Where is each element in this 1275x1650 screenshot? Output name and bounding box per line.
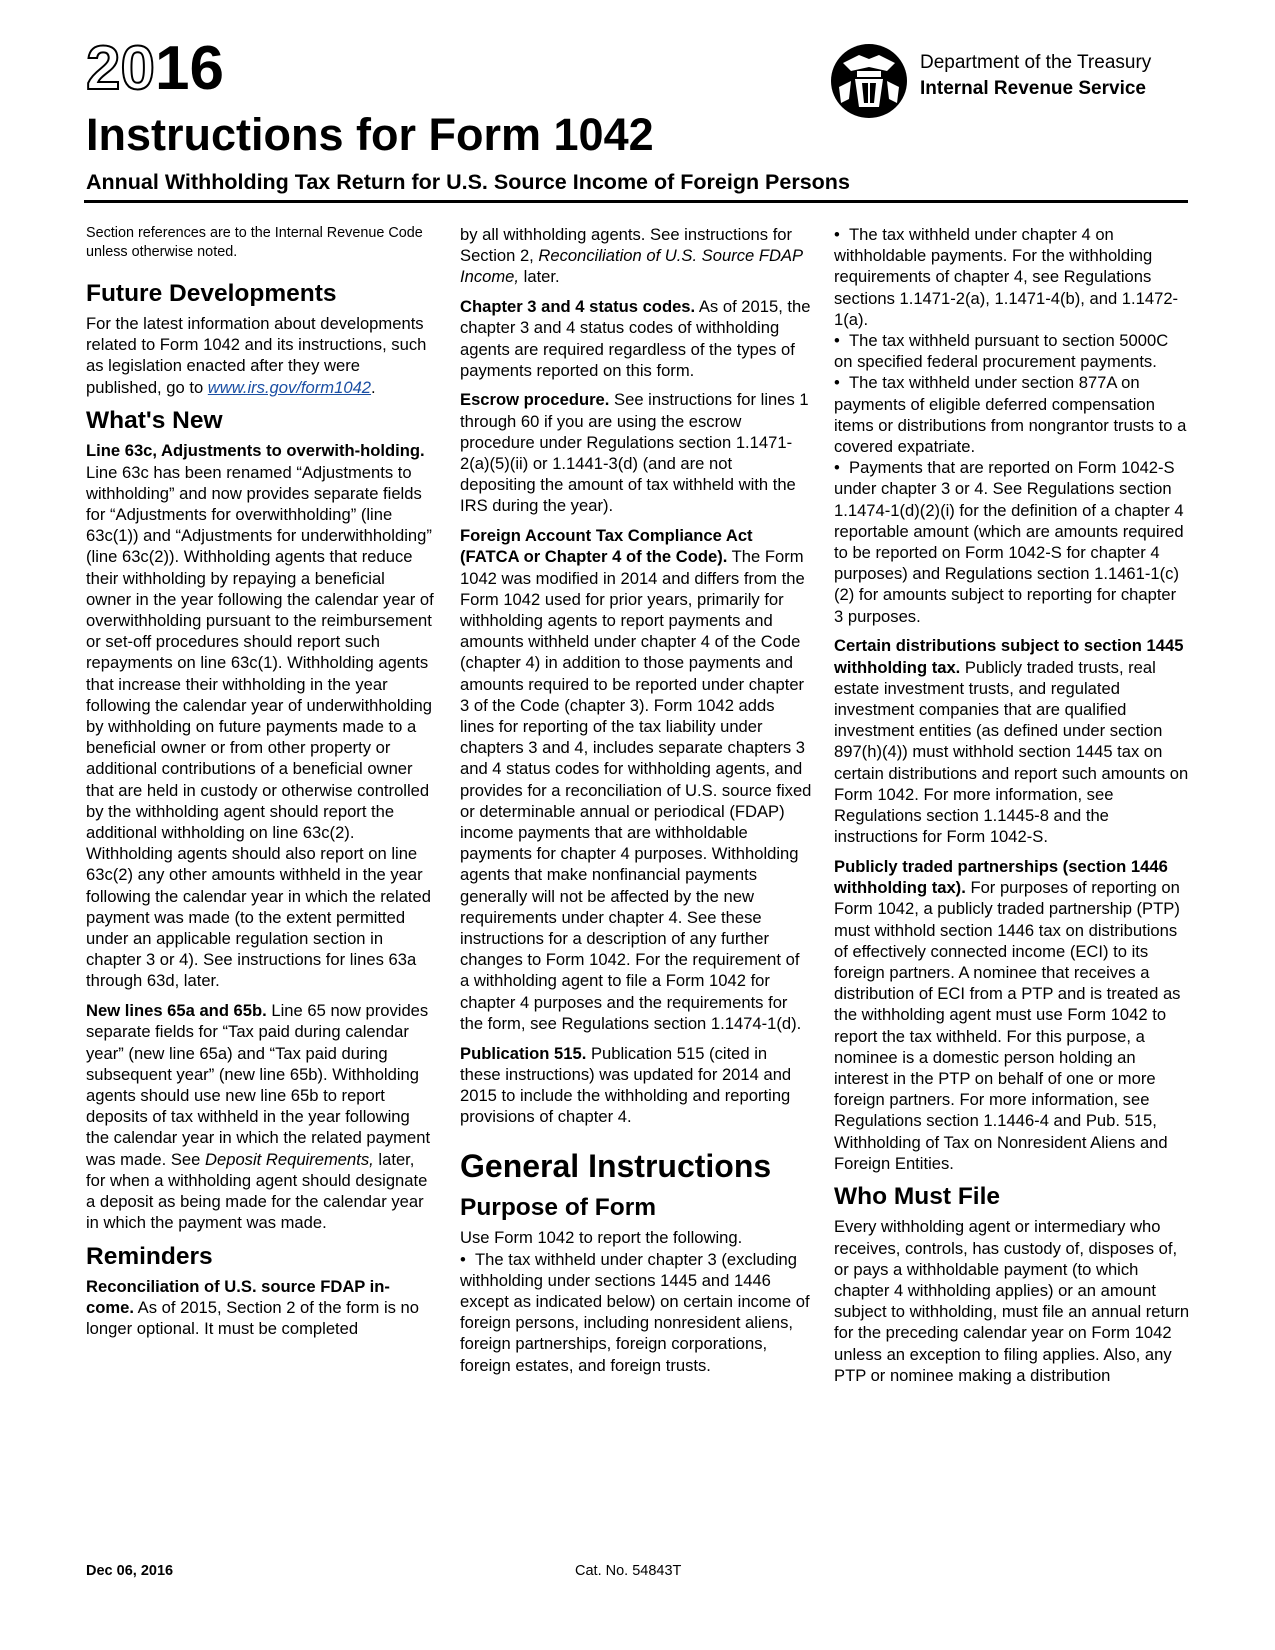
header-divider <box>84 200 1188 203</box>
general-instructions-heading: General Instructions <box>460 1148 772 1185</box>
reconciliation-continued: by all withholding agents. See instructions for Section 2, Reconciliation of U.S. Source FDAP Income, later. <box>460 225 803 287</box>
future-developments-heading: Future Developments <box>86 280 337 307</box>
page-subtitle: Annual Withholding Tax Return for U.S. Source Income of Foreign Persons <box>86 170 850 194</box>
line65-paragraph: New lines 65a and 65b. Line 65 now provides separate fields for “Tax paid during calendar year” (new line 65a) and “Tax paid during subsequent year” (new line 65b). Withholding agents should use new line 65b to report deposits of tax withheld in the year following the calendar year in which the related payment was made. See Deposit Requirements, later, for when a withholding agent should designate a deposit as being made for the calendar year in which the payment was made. <box>86 1001 431 1233</box>
line63c-lead: Line 63c, Adjustments to overwith-holding. <box>86 441 425 461</box>
ptp-lead: Publicly traded partnerships (section 1446 withholding tax). <box>834 856 1168 898</box>
line63c-paragraph: Line 63c, Adjustments to overwith-holding. Line 63c has been renamed “Adjustments to withholding” and now provides separate fields for “Adjustments for overwithholding” (line 63c(1)) and “Adjustments for underwithholding” (line 63c(2)). Withholding agents that reduce their withholding by repaying a beneficial owner in the year following the calendar year of overwithholding pursuant to the reimbursement or set-off procedures should report such repayments on line 63c(1). Withholding agents that increase their withholding in the year following the calendar year of underwithholding by withholding on future payments made to a beneficial owner or from other property or additional contributions of a beneficial owner that are held in custody or otherwise controlled by the withholding agent should report the additional withholding on line 63c(2). Withholding agents should also report on line 63c(2) any other amounts withheld in the year following the calendar year in which the related payment was made (to the extent permitted under an applicable regulation section in chapter 3 or 4). See instructions for lines 63a through 63d, later. <box>86 441 434 991</box>
distributions-lead: Certain distributions subject to section 1445 withholding tax. <box>834 636 1184 677</box>
purpose-bullet-4: • The tax withheld under section 877A on payments of eligible deferred compensation items or distributions from nongrantor trusts to a covered expatriate. <box>834 372 1190 457</box>
ptp-paragraph: Publicly traded partnerships (section 1446 withholding tax). For purposes of reporting on Form 1042, a publicly traded partnership (PTP) must withhold section 1446 tax on distributions of effectively connected income (ECI) to its foreign partners. A nominee that receives a distribution of ECI from a PTP and is treated as the withholding agent must use Form 1042 to report the tax withheld. For this purpose, a nominee is a domestic person holding an interest in the PTP on behalf of one or more foreign partners. For more information, see Regulations section 1.1446-4 and Pub. 515, Withholding of Tax on Nonresident Aliens and Foreign Entities. <box>834 856 1181 1173</box>
agency-name <box>920 50 1151 102</box>
fatca-paragraph: Foreign Account Tax Compliance Act (FATCA or Chapter 4 of the Code). The Form 1042 was modified in 2014 and differs from the Form 1042 used for prior years, primarily for withholding agents to report payments and amounts withheld under chapter 4 of the Code (chapter 4) in addition to those payments and amounts required to be reported under chapter 3 of the Code (chapter 3). Form 1042 adds lines for reporting of the tax liability under chapters 3 and 4, includes separate chapters 3 and 4 status codes for withholding agents, and provides for a reconciliation of U.S. source fixed or determinable annual or periodical (FDAP) income payments that are withholdable payments for chapter 4 purposes. Withholding agents that make nonfinancial payments generally will not be affected by the new requirements under chapter 4. See these instructions for a description of any further changes to Form 1042. For the requirement of a withholding agent to file a Form 1042 for chapter 4 purposes and the requirements for the form, see Regulations section 1.1474-1(d). <box>460 526 812 1033</box>
agency-department: Department of the Treasury <box>920 52 1152 73</box>
purpose-bullet-2: • The tax withheld under chapter 4 on withholdable payments. For the withholding requirements of chapter 4, see Regulations sections 1.1471-2(a), 1.1471-4(b), and 1.1472-1(a). <box>834 224 1190 330</box>
page-title: Instructions for Form 1042 <box>86 109 654 160</box>
fatca-lead: Foreign Account Tax Compliance Act (FATCA or Chapter 4 of the Code). <box>460 526 753 567</box>
reconciliation-lead: Reconciliation of U.S. source FDAP in-come. <box>86 1276 390 1318</box>
column-2 <box>460 224 812 1376</box>
publication-515-paragraph: Publication 515. Publication 515 (cited in these instructions) was updated for 2014 and 2015 to include the withholding and reporting provisions of chapter 4. <box>460 1043 792 1127</box>
line65-lead: New lines 65a and 65b. <box>86 1001 267 1021</box>
footer-date: Dec 06, 2016 <box>86 1563 174 1579</box>
purpose-intro: Use Form 1042 to report the following. <box>460 1228 743 1248</box>
who-must-file-paragraph: Every withholding agent or intermediary who receives, controls, has custody of, disposes of, or pays a withholdable payment (to which chapter 4 withholding applies) or an amount subject to withholding, must file an annual return for the preceding calendar year on Form 1042 unless an exception to filing applies. Also, any PTP or nominee making a distribution <box>834 1217 1190 1385</box>
year-outline-digits: 20 <box>86 34 155 103</box>
column-1 <box>86 224 434 1348</box>
status-codes-paragraph: Chapter 3 and 4 status codes. As of 2015, the chapter 3 and 4 status codes of withholding agents are required regardless of the types of payments reported on this form. <box>460 297 811 380</box>
column-3 <box>834 224 1190 1395</box>
purpose-bullet-3: • The tax withheld pursuant to section 5000C on specified federal procurement payments. <box>834 330 1190 372</box>
section-references-note: Section references are to the Internal Revenue Code unless otherwise noted. <box>86 225 423 260</box>
year-solid-digits: 16 <box>154 34 224 103</box>
distributions-paragraph: Certain distributions subject to section 1445 withholding tax. Publicly traded trusts, real estate investment trusts, and regulated investment companies that are qualified investment entities (as defined under section 897(h)(4)) must withhold section 1445 tax on certain distributions and report such amounts on Form 1042. For more information, see Regulations section 1.1445-8 and the instructions for Form 1042-S. <box>834 636 1189 847</box>
agency-service: Internal Revenue Service <box>920 78 1146 99</box>
escrow-paragraph: Escrow procedure. See instructions for lines 1 through 60 if you are using the escrow procedure under Regulations section 1.1471-2(a)(5)(ii) or 1.1441-3(d) (and are not depositing the amount of tax withheld with the IRS during the year). <box>460 390 809 516</box>
future-developments-paragraph: For the latest information about developments related to Form 1042 and its instructions, such as legislation enacted after they were published, go to www.irs.gov/form1042. <box>86 314 427 397</box>
reconciliation-paragraph: Reconciliation of U.S. source FDAP in-come. As of 2015, Section 2 of the form is no longer optional. It must be completed <box>86 1276 420 1339</box>
reminders-heading: Reminders <box>86 1242 213 1270</box>
publication-515-lead: Publication 515. <box>460 1043 587 1063</box>
status-codes-lead: Chapter 3 and 4 status codes. <box>460 297 696 317</box>
form1042-link[interactable]: www.irs.gov/form1042 <box>207 377 372 397</box>
footer-catalog-number: Cat. No. 54843T <box>575 1563 682 1579</box>
purpose-of-form-heading: Purpose of Form <box>460 1194 657 1222</box>
purpose-bullet-5: • Payments that are reported on Form 1042-S under chapter 3 or 4. See Regulations section 1.1474-1(d)(2)(i) for the definition of a chapter 4 reportable amount (which are amounts required to be reported on Form 1042-S for chapter 4 purposes) and Regulations section 1.1461-1(c)(2) for amounts subject to reporting for chapter 3 purposes. <box>834 457 1190 627</box>
purpose-bullet-1: • The tax withheld under chapter 3 (excluding withholding under sections 1445 and 1446 except as indicated below) on certain income of foreign persons, including nonresident aliens, foreign partnerships, foreign corporations, foreign estates, and foreign trusts. <box>460 1249 812 1376</box>
form-year <box>86 34 224 103</box>
irs-eagle-logo-icon <box>829 41 909 121</box>
who-must-file-heading: Who Must File <box>834 1183 1001 1211</box>
whats-new-heading: What's New <box>86 407 223 435</box>
escrow-lead: Escrow procedure. <box>460 390 610 410</box>
